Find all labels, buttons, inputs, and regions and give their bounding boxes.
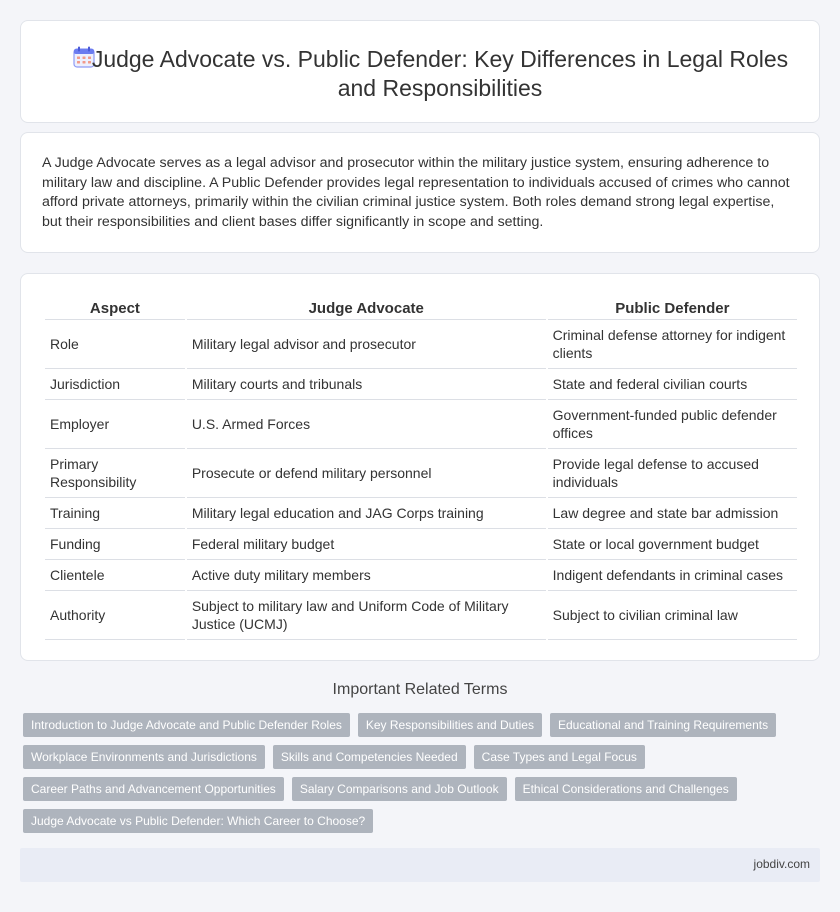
related-term-tag[interactable]: Salary Comparisons and Job Outlook	[292, 777, 507, 801]
related-term-tag[interactable]: Introduction to Judge Advocate and Public Defender Roles	[23, 713, 350, 737]
related-term-tag[interactable]: Career Paths and Advancement Opportunities	[23, 777, 284, 801]
row-public-defender: Law degree and state bar admission	[548, 498, 797, 529]
related-terms-heading: Important Related Terms	[332, 681, 508, 698]
related-term-tag[interactable]: Ethical Considerations and Challenges	[515, 777, 737, 801]
row-judge-advocate: Active duty military members	[187, 560, 546, 591]
row-aspect: Employer	[45, 400, 185, 449]
header-public-defender: Public Defender	[548, 296, 797, 320]
table-row	[45, 560, 797, 591]
comparison-table	[43, 296, 799, 640]
row-judge-advocate: Military courts and tribunals	[187, 369, 546, 400]
row-aspect: Primary Responsibility	[45, 449, 185, 498]
table-row	[45, 320, 797, 369]
related-term-tag[interactable]: Educational and Training Requirements	[550, 713, 776, 737]
page-title: Judge Advocate vs. Public Defender: Key Differences in Legal Roles and Responsibilities	[91, 46, 789, 101]
related-term-tag[interactable]: Workplace Environments and Jurisdictions	[23, 745, 265, 769]
related-term-tag[interactable]: Key Responsibilities and Duties	[358, 713, 542, 737]
row-aspect: Jurisdiction	[45, 369, 185, 400]
row-judge-advocate: Prosecute or defend military personnel	[187, 449, 546, 498]
row-public-defender: State or local government budget	[548, 529, 797, 560]
row-public-defender: Provide legal defense to accused individuals	[548, 449, 797, 498]
related-term-tag[interactable]: Skills and Competencies Needed	[273, 745, 466, 769]
row-public-defender: State and federal civilian courts	[548, 369, 797, 400]
row-aspect: Authority	[45, 591, 185, 640]
table-header-row	[45, 296, 797, 320]
row-judge-advocate: Subject to military law and Uniform Code of Military Justice (UCMJ)	[187, 591, 546, 640]
row-public-defender: Criminal defense attorney for indigent clients	[548, 320, 797, 369]
table-row	[45, 529, 797, 560]
table-row	[45, 498, 797, 529]
row-judge-advocate: Military legal education and JAG Corps training	[187, 498, 546, 529]
related-term-tag[interactable]: Judge Advocate vs Public Defender: Which Career to Choose?	[23, 809, 373, 833]
row-judge-advocate: Military legal advisor and prosecutor	[187, 320, 546, 369]
title-card	[20, 20, 820, 123]
row-aspect: Clientele	[45, 560, 185, 591]
footer-site-link[interactable]: jobdiv.com	[753, 857, 810, 871]
row-judge-advocate: U.S. Armed Forces	[187, 400, 546, 449]
row-judge-advocate: Federal military budget	[187, 529, 546, 560]
intro-card	[20, 132, 820, 253]
footer	[20, 848, 820, 882]
related-terms-list	[23, 713, 803, 833]
table-row	[45, 449, 797, 498]
table-row	[45, 369, 797, 400]
row-aspect: Funding	[45, 529, 185, 560]
row-aspect: Training	[45, 498, 185, 529]
header-aspect: Aspect	[45, 296, 185, 320]
row-aspect: Role	[45, 320, 185, 369]
intro-paragraph: A Judge Advocate serves as a legal advisor and prosecutor within the military justice system, ensuring adherence to military law and discipline. A Public Defender provides legal representation to individuals accused of crimes who cannot afford private attorneys, primarily within the civilian criminal justice system. Both roles demand strong legal expertise, but their responsibilities and client bases differ significantly in scope and setting.	[42, 155, 790, 230]
table-row	[45, 591, 797, 640]
related-term-tag[interactable]: Case Types and Legal Focus	[474, 745, 645, 769]
row-public-defender: Subject to civilian criminal law	[548, 591, 797, 640]
row-public-defender: Indigent defendants in criminal cases	[548, 560, 797, 591]
row-public-defender: Government-funded public defender offices	[548, 400, 797, 449]
comparison-card	[20, 273, 820, 661]
table-row	[45, 400, 797, 449]
header-judge-advocate: Judge Advocate	[187, 296, 546, 320]
